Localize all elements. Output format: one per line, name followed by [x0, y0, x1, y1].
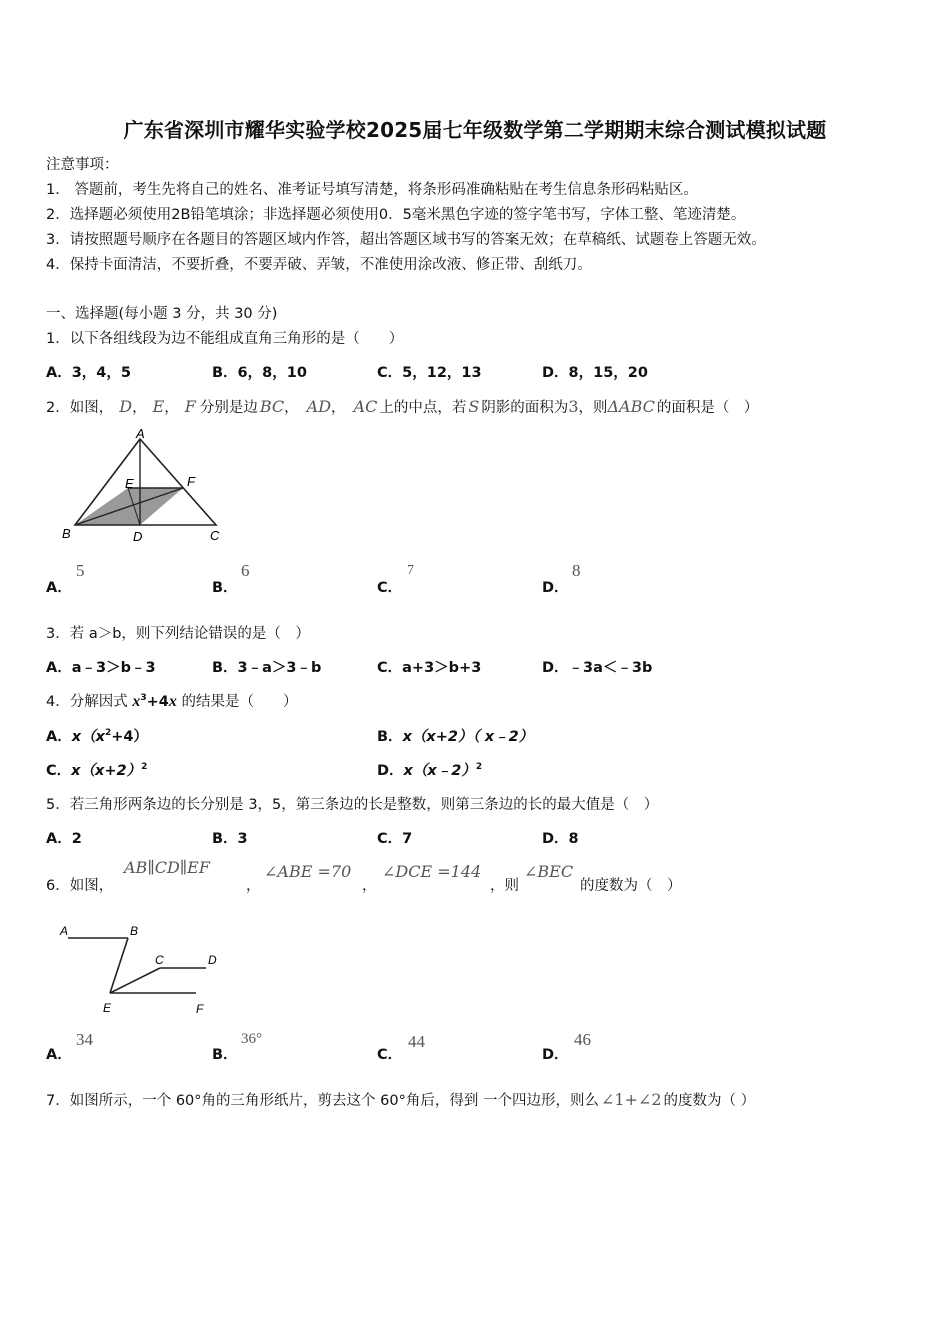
q1-option-c: C．5，12，13 [377, 365, 482, 381]
q1-option-d: D．8，15，20 [542, 365, 648, 381]
q6-option-c-value: 44 [408, 1032, 425, 1051]
q4-var-x: x [168, 693, 177, 710]
notice-item: 2．选择题必须使用2B铅笔填涂；非选择题必须使用0．5毫米黑色字迹的签字笔书写，字体工整、笔迹清楚。 [46, 207, 746, 223]
notice-item: 3．请按照题号顺序在各题目的答题区域内作答，超出答题区域书写的答案无效；在草稿纸、试题卷上答题无效。 [46, 232, 766, 248]
q2-label-d: D [133, 529, 143, 544]
q2-s: S [468, 397, 480, 416]
q6-label-c: C [155, 953, 164, 967]
section-heading: 一、选择题(每小题 3 分，共 30 分) [46, 306, 278, 322]
q6-option-d-label: D． [542, 1047, 569, 1063]
q3-option-d: D．﹣3a＜﹣3b [542, 660, 653, 676]
q6-angle-dce: ∠DCE =144 [382, 862, 482, 881]
q2-triangle-figure [58, 424, 228, 548]
exam-title: 广东省深圳市耀华实验学校2025届七年级数学第二学期期末综合测试模拟试题 [123, 118, 827, 142]
q6-parallel: AB∥CD∥EF [124, 858, 210, 877]
q4-option-a-end: +4） [111, 729, 148, 745]
q1-option-a: A．3，4，5 [46, 365, 131, 381]
question-3-stem: 3．若 a＞b，则下列结论错误的是（ ） [46, 626, 310, 642]
q2-text-4: ，则 [578, 400, 608, 416]
q4-option-b-expr: x（x+2）（ x﹣2） [402, 729, 534, 745]
q7-angles: ∠1+∠2 [600, 1090, 662, 1109]
q7-text-2: 的度数为（ ） [663, 1093, 756, 1109]
q2-label-b: B [62, 526, 71, 541]
notice-heading: 注意事项： [46, 157, 119, 173]
q4-option-d [377, 759, 482, 780]
q3-option-a: A．a﹣3＞b﹣3 [46, 660, 156, 676]
q5-option-b: B．3 [212, 831, 248, 847]
q4-plus: +4 [146, 694, 169, 710]
q2-sep: ， [284, 400, 299, 416]
q2-label-c: C [210, 528, 220, 543]
q5-option-c: C．7 [377, 831, 413, 847]
q2-option-a-value: 5 [76, 561, 85, 580]
q2-option-d-label: D． [542, 580, 569, 596]
question-2-stem [46, 396, 758, 417]
q4-option-c-label: C． [46, 763, 72, 779]
q2-text-3: 阴影的面积为 [481, 400, 569, 416]
q4-option-c-expr: x（x+2） [71, 763, 142, 779]
q2-shaded-area: 3 [568, 397, 579, 416]
q6-option-c-label: C． [377, 1047, 403, 1063]
q3-option-c: C．a+3＞b+3 [377, 660, 482, 676]
question-7-stem [46, 1089, 755, 1110]
q6-option-a-value: 34 [76, 1030, 93, 1049]
question-4-stem [46, 690, 297, 711]
q2-option-b-label: B． [212, 580, 238, 596]
q6-end: 的度数为（ ） [580, 878, 682, 894]
q4-option-d-sup: 2 [475, 762, 483, 773]
q2-seg-ac: AC [353, 397, 378, 416]
q2-label-a: A [136, 426, 145, 441]
q6-label-f: F [196, 1002, 204, 1016]
q4-option-d-expr: x（x﹣2） [403, 763, 476, 779]
q2-seg-ad: AD [306, 397, 332, 416]
q2-point-e: E [152, 397, 165, 416]
q2-label-e: E [125, 476, 134, 491]
q5-option-d: D．8 [542, 831, 579, 847]
q4-option-d-label: D． [377, 763, 404, 779]
q6-label-a: A [60, 924, 69, 938]
q2-sep: ， [132, 400, 147, 416]
q6-comma: ， [246, 878, 261, 894]
q4-option-c-sup: 2 [141, 762, 148, 773]
q2-option-c-label: C． [377, 580, 403, 596]
q6-option-a-label: A． [46, 1047, 72, 1063]
q4-option-a [46, 725, 148, 746]
q3-option-b: B．3﹣a＞3﹣b [212, 660, 322, 676]
q6-parallel-lines-figure [56, 918, 231, 1022]
q2-option-a-label: A． [46, 580, 72, 596]
q6-number: 6．如图， [46, 878, 114, 894]
q2-sep: ， [331, 400, 346, 416]
q2-triangle-abc: ΔABC [607, 397, 655, 416]
notice-item: 4．保持卡面清洁，不要折叠，不要弄破、弄皱，不准使用涂改液、修正带、刮纸刀。 [46, 257, 592, 273]
q6-then: ，则 [490, 878, 519, 894]
question-1-stem: 1．以下各组线段为边不能组成直角三角形的是（ ） [46, 331, 404, 347]
q2-point-f: F [184, 397, 196, 416]
q2-seg-bc: BC [259, 397, 285, 416]
q4-option-a-label: A． [46, 729, 72, 745]
q2-text-5: 的面积是（ ） [656, 400, 759, 416]
q4-option-a-expr: x（x [71, 729, 105, 745]
q6-option-b-value: 36° [241, 1031, 262, 1047]
q2-option-d-value: 8 [572, 561, 581, 580]
q1-option-b: B．6，8，10 [212, 365, 307, 381]
q6-label-e: E [103, 1001, 112, 1015]
q2-sep: ， [164, 400, 179, 416]
q6-option-d-value: 46 [574, 1030, 591, 1049]
q4-option-b [377, 725, 533, 746]
q2-number: 2．如图， [46, 400, 114, 416]
question-5-stem: 5．若三角形两条边的长分别是 3，5，第三条边的长是整数，则第三条边的长的最大值是（ ） [46, 797, 659, 813]
q4-text-1: 4．分解因式 [46, 694, 133, 710]
q6-angle-bec: ∠BEC [524, 862, 574, 881]
q4-exp-3: 3 [140, 693, 147, 704]
q4-option-a-sup: 2 [104, 728, 112, 739]
q6-option-b-label: B． [212, 1047, 238, 1063]
q4-text-2: 的结果是（ ） [176, 694, 298, 710]
q2-option-c-value: 7 [407, 563, 414, 578]
q2-point-d: D [119, 397, 133, 416]
q4-var-x: x [132, 693, 141, 710]
q2-text-2: 上的中点，若 [379, 400, 467, 416]
q6-label-d: D [208, 953, 217, 967]
q6-label-b: B [130, 924, 139, 938]
notice-item: 1． 答题前，考生先将自己的姓名、准考证号填写清楚，将条形码准确粘贴在考生信息条形码粘贴区。 [46, 182, 698, 198]
q2-text-1: 分别是边 [199, 400, 258, 416]
q5-option-a: A．2 [46, 831, 82, 847]
q2-option-b-value: 6 [241, 561, 250, 580]
q7-text-1: 7．如图所示，一个 60°角的三角形纸片，剪去这个 60°角后，得到 一个四边形，则么 [46, 1093, 599, 1109]
q4-option-b-label: B． [377, 729, 403, 745]
q4-option-c [46, 759, 147, 780]
q2-label-f: F [187, 474, 195, 489]
q6-comma: ， [362, 878, 377, 894]
q6-angle-abe: ∠ABE =70 [264, 862, 352, 881]
